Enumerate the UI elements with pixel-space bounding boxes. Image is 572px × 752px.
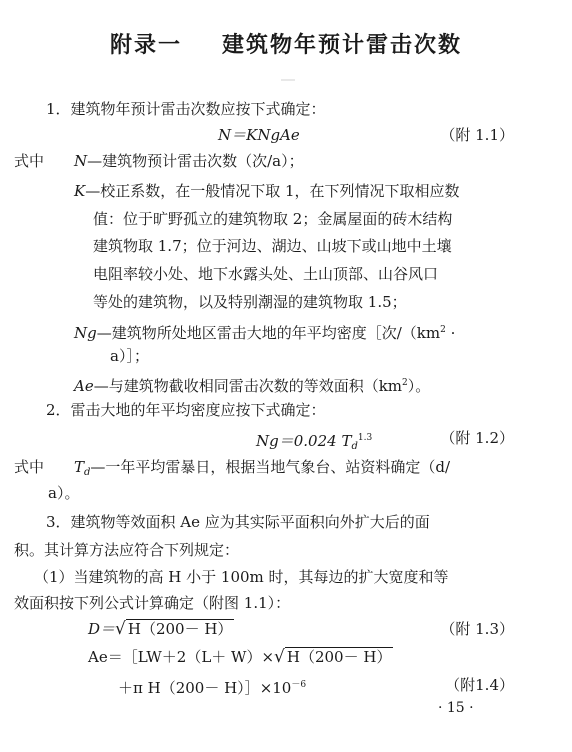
appendix-label: 附录一 [109, 33, 182, 58]
eqno-1-1: （附 1.1） [440, 126, 514, 144]
def-Td-line1: $T_d—$一年平均雷暴日，根据当地气象台、站资料确定（d/ [74, 458, 451, 478]
formula-1-4-line1: Ae＝［LW＋2（L＋ W）×√ H（200－ H） [88, 647, 392, 667]
formula-1-4-line2: ＋π $H(200- H)]\times 10^{-6}$ [118, 679, 307, 697]
s2-intro: 2．雷击大地的年平均密度应按下式确定： [46, 401, 326, 419]
def-K-line4: 电阻率较小处、地下水露头处、土山顶部、山谷风口 [93, 265, 439, 283]
appendix-heading: 建筑物年预计雷击次数 [222, 33, 463, 58]
eqno-1-3: （附 1.3） [440, 620, 514, 638]
def-Td-line2: a）。 [48, 484, 80, 502]
formula-1-2: Ng＝0.024 $T_d^{1.3}$ [256, 432, 373, 452]
page-number: · 15 · [438, 700, 474, 716]
s1-intro: 1．建筑物年预计雷击次数应按下式确定： [46, 100, 326, 118]
eqno-1-2: （附 1.2） [440, 429, 514, 447]
def-Ae: Ae—与建筑物截收相同雷击次数的等效面积$(km^2)$。 [74, 377, 431, 395]
where-label-2: 式中 [14, 458, 45, 476]
s3-p1-line1: （1）当建筑物的高 H 小于 100m 时，其每边的扩大宽度和等 [34, 568, 449, 586]
s3-p1-line2: 效面积按下列公式计算确定（附图 1.1）： [14, 594, 291, 612]
s3-line1: 3．建筑物等效面积 Ae 应为其实际平面积向外扩大后的面 [46, 513, 430, 531]
faint-mark [281, 79, 295, 81]
def-K-line5: 等处的建筑物，以及特别潮湿的建筑物取 1.5； [93, 293, 407, 311]
def-K-line2: 值：位于旷野孤立的建筑物取 2；金属屋面的砖木结构 [93, 210, 453, 228]
def-Ng-line2: a）］； [110, 347, 149, 365]
def-K-line3: 建筑物取 1.7；位于河边、湖边、山坡下或山地中土壤 [93, 237, 452, 255]
formula-1-3: D＝√ H（200－ H） [88, 619, 233, 639]
appendix-title [0, 28, 572, 59]
def-K-line1: K—校正系数，在一般情况下取 1，在下列情况下取相应数 [74, 182, 460, 200]
def-Ng-line1: Ng—建筑物所处地区雷击大地的年平均密度［次$/(km^2$ · [74, 324, 456, 342]
s3-line2: 积。其计算方法应符合下列规定： [14, 541, 240, 559]
where-label-1: 式中 [14, 152, 45, 170]
def-N: N—建筑物预计雷击次数（次/a）； [74, 152, 304, 170]
eqno-1-4: （附1.4） [445, 676, 514, 694]
formula-1-1: N＝KNgAe [218, 126, 300, 144]
